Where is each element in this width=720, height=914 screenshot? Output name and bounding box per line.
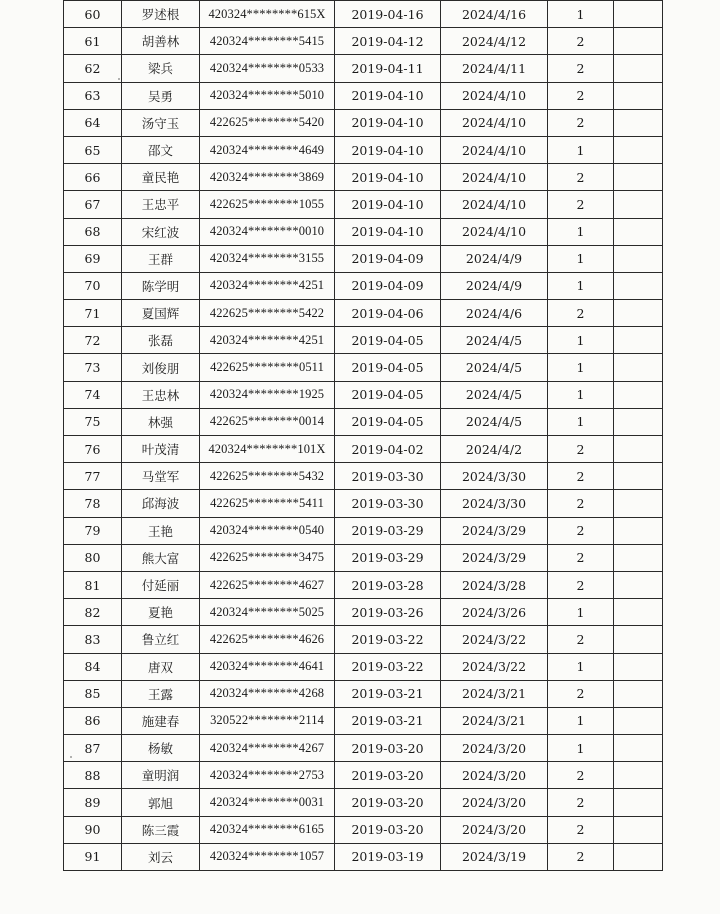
id-number: 420324********0533: [200, 55, 335, 82]
start-date: 2019-04-11: [335, 55, 441, 82]
empty-cell: [614, 109, 663, 136]
person-name: 张磊: [122, 327, 200, 354]
id-number: 420324********4649: [200, 136, 335, 163]
end-date: 2024/3/28: [441, 571, 548, 598]
id-number: 320522********2114: [200, 707, 335, 734]
end-date: 2024/3/29: [441, 544, 548, 571]
end-date: 2024/3/19: [441, 843, 548, 870]
table-row: [64, 82, 663, 109]
row-number: 82: [64, 599, 122, 626]
empty-cell: [614, 653, 663, 680]
row-number: 72: [64, 327, 122, 354]
count-value: 1: [548, 136, 614, 163]
start-date: 2019-03-30: [335, 490, 441, 517]
table-row: [64, 762, 663, 789]
table-row: [64, 436, 663, 463]
id-number: 420324********1057: [200, 843, 335, 870]
table-row: [64, 626, 663, 653]
scan-speck: [118, 78, 120, 80]
count-value: 2: [548, 544, 614, 571]
count-value: 1: [548, 245, 614, 272]
start-date: 2019-04-05: [335, 408, 441, 435]
table-row: [64, 707, 663, 734]
count-value: 1: [548, 707, 614, 734]
id-number: 422625********4626: [200, 626, 335, 653]
count-value: 1: [548, 327, 614, 354]
end-date: 2024/3/21: [441, 707, 548, 734]
count-value: 2: [548, 55, 614, 82]
start-date: 2019-03-21: [335, 680, 441, 707]
count-value: 1: [548, 354, 614, 381]
person-name: 王群: [122, 245, 200, 272]
count-value: 2: [548, 762, 614, 789]
empty-cell: [614, 354, 663, 381]
table-row: [64, 517, 663, 544]
id-number: 422625********5432: [200, 463, 335, 490]
empty-cell: [614, 272, 663, 299]
empty-cell: [614, 517, 663, 544]
start-date: 2019-03-28: [335, 571, 441, 598]
empty-cell: [614, 626, 663, 653]
id-number: 420324********101X: [200, 436, 335, 463]
count-value: 1: [548, 218, 614, 245]
row-number: 87: [64, 735, 122, 762]
end-date: 2024/4/5: [441, 354, 548, 381]
end-date: 2024/4/10: [441, 218, 548, 245]
table-row: [64, 408, 663, 435]
row-number: 63: [64, 82, 122, 109]
id-number: 420324********5415: [200, 28, 335, 55]
count-value: 2: [548, 843, 614, 870]
empty-cell: [614, 245, 663, 272]
empty-cell: [614, 463, 663, 490]
person-name: 王艳: [122, 517, 200, 544]
person-name: 童明润: [122, 762, 200, 789]
table-row: [64, 28, 663, 55]
person-name: 胡善林: [122, 28, 200, 55]
count-value: 2: [548, 164, 614, 191]
end-date: 2024/4/6: [441, 300, 548, 327]
row-number: 65: [64, 136, 122, 163]
count-value: 1: [548, 381, 614, 408]
count-value: 2: [548, 517, 614, 544]
empty-cell: [614, 218, 663, 245]
table-row: [64, 354, 663, 381]
id-number: 420324********4267: [200, 735, 335, 762]
count-value: 1: [548, 599, 614, 626]
end-date: 2024/4/10: [441, 191, 548, 218]
start-date: 2019-04-10: [335, 164, 441, 191]
row-number: 89: [64, 789, 122, 816]
id-number: 420324********4251: [200, 272, 335, 299]
row-number: 80: [64, 544, 122, 571]
start-date: 2019-03-20: [335, 816, 441, 843]
id-number: 422625********0511: [200, 354, 335, 381]
start-date: 2019-04-10: [335, 218, 441, 245]
end-date: 2024/4/5: [441, 327, 548, 354]
start-date: 2019-03-26: [335, 599, 441, 626]
start-date: 2019-03-21: [335, 707, 441, 734]
start-date: 2019-04-16: [335, 1, 441, 28]
empty-cell: [614, 164, 663, 191]
start-date: 2019-03-19: [335, 843, 441, 870]
id-number: 422625********0014: [200, 408, 335, 435]
empty-cell: [614, 1, 663, 28]
end-date: 2024/4/16: [441, 1, 548, 28]
empty-cell: [614, 490, 663, 517]
person-name: 陈三霞: [122, 816, 200, 843]
table-row: [64, 109, 663, 136]
end-date: 2024/4/11: [441, 55, 548, 82]
end-date: 2024/4/2: [441, 436, 548, 463]
row-number: 73: [64, 354, 122, 381]
start-date: 2019-04-06: [335, 300, 441, 327]
table-row: [64, 816, 663, 843]
empty-cell: [614, 327, 663, 354]
id-number: 420324********6165: [200, 816, 335, 843]
row-number: 77: [64, 463, 122, 490]
start-date: 2019-04-09: [335, 245, 441, 272]
empty-cell: [614, 408, 663, 435]
id-number: 420324********5010: [200, 82, 335, 109]
row-number: 62: [64, 55, 122, 82]
count-value: 1: [548, 1, 614, 28]
roster-table-body: [64, 1, 663, 871]
end-date: 2024/3/30: [441, 490, 548, 517]
person-name: 梁兵: [122, 55, 200, 82]
table-row: [64, 843, 663, 870]
end-date: 2024/4/5: [441, 408, 548, 435]
empty-cell: [614, 816, 663, 843]
person-name: 宋红波: [122, 218, 200, 245]
empty-cell: [614, 571, 663, 598]
row-number: 70: [64, 272, 122, 299]
count-value: 2: [548, 571, 614, 598]
person-name: 汤守玉: [122, 109, 200, 136]
count-value: 1: [548, 653, 614, 680]
table-row: [64, 245, 663, 272]
id-number: 422625********5411: [200, 490, 335, 517]
row-number: 67: [64, 191, 122, 218]
empty-cell: [614, 789, 663, 816]
count-value: 2: [548, 490, 614, 517]
start-date: 2019-04-10: [335, 109, 441, 136]
id-number: 420324********0031: [200, 789, 335, 816]
end-date: 2024/3/20: [441, 735, 548, 762]
id-number: 420324********4251: [200, 327, 335, 354]
id-number: 420324********1925: [200, 381, 335, 408]
table-row: [64, 680, 663, 707]
id-number: 420324********3155: [200, 245, 335, 272]
empty-cell: [614, 28, 663, 55]
empty-cell: [614, 735, 663, 762]
scan-speck: [70, 756, 72, 758]
row-number: 88: [64, 762, 122, 789]
start-date: 2019-04-12: [335, 28, 441, 55]
empty-cell: [614, 599, 663, 626]
empty-cell: [614, 136, 663, 163]
count-value: 2: [548, 626, 614, 653]
person-name: 林强: [122, 408, 200, 435]
person-name: 童民艳: [122, 164, 200, 191]
person-name: 王忠林: [122, 381, 200, 408]
id-number: 420324********4268: [200, 680, 335, 707]
end-date: 2024/3/30: [441, 463, 548, 490]
count-value: 2: [548, 789, 614, 816]
end-date: 2024/4/10: [441, 136, 548, 163]
empty-cell: [614, 762, 663, 789]
row-number: 64: [64, 109, 122, 136]
id-number: 422625********5420: [200, 109, 335, 136]
end-date: 2024/3/20: [441, 762, 548, 789]
count-value: 2: [548, 680, 614, 707]
empty-cell: [614, 707, 663, 734]
row-number: 66: [64, 164, 122, 191]
table-row: [64, 571, 663, 598]
row-number: 60: [64, 1, 122, 28]
person-name: 鲁立红: [122, 626, 200, 653]
end-date: 2024/4/10: [441, 82, 548, 109]
person-name: 刘俊朋: [122, 354, 200, 381]
table-row: [64, 327, 663, 354]
count-value: 2: [548, 300, 614, 327]
person-name: 马堂军: [122, 463, 200, 490]
start-date: 2019-04-05: [335, 354, 441, 381]
empty-cell: [614, 843, 663, 870]
person-name: 邵文: [122, 136, 200, 163]
person-name: 夏艳: [122, 599, 200, 626]
person-name: 叶茂清: [122, 436, 200, 463]
empty-cell: [614, 381, 663, 408]
start-date: 2019-04-10: [335, 82, 441, 109]
start-date: 2019-03-20: [335, 735, 441, 762]
row-number: 78: [64, 490, 122, 517]
empty-cell: [614, 191, 663, 218]
person-name: 夏国辉: [122, 300, 200, 327]
person-name: 唐双: [122, 653, 200, 680]
id-number: 422625********4627: [200, 571, 335, 598]
end-date: 2024/4/10: [441, 164, 548, 191]
person-name: 陈学明: [122, 272, 200, 299]
person-name: 付延丽: [122, 571, 200, 598]
table-row: [64, 463, 663, 490]
id-number: 420324********3869: [200, 164, 335, 191]
row-number: 91: [64, 843, 122, 870]
end-date: 2024/4/12: [441, 28, 548, 55]
end-date: 2024/4/5: [441, 381, 548, 408]
count-value: 2: [548, 816, 614, 843]
end-date: 2024/3/20: [441, 789, 548, 816]
person-name: 王露: [122, 680, 200, 707]
person-name: 吴勇: [122, 82, 200, 109]
table-row: [64, 164, 663, 191]
end-date: 2024/3/26: [441, 599, 548, 626]
row-number: 75: [64, 408, 122, 435]
count-value: 2: [548, 436, 614, 463]
person-name: 刘云: [122, 843, 200, 870]
person-name: 郭旭: [122, 789, 200, 816]
row-number: 81: [64, 571, 122, 598]
table-row: [64, 381, 663, 408]
row-number: 69: [64, 245, 122, 272]
empty-cell: [614, 55, 663, 82]
id-number: 420324********0010: [200, 218, 335, 245]
count-value: 2: [548, 109, 614, 136]
start-date: 2019-04-02: [335, 436, 441, 463]
table-row: [64, 544, 663, 571]
row-number: 90: [64, 816, 122, 843]
id-number: 422625********3475: [200, 544, 335, 571]
start-date: 2019-03-22: [335, 626, 441, 653]
row-number: 74: [64, 381, 122, 408]
table-row: [64, 1, 663, 28]
empty-cell: [614, 300, 663, 327]
start-date: 2019-04-10: [335, 191, 441, 218]
person-name: 王忠平: [122, 191, 200, 218]
row-number: 61: [64, 28, 122, 55]
id-number: 420324********615X: [200, 1, 335, 28]
id-number: 420324********4641: [200, 653, 335, 680]
table-row: [64, 191, 663, 218]
count-value: 2: [548, 28, 614, 55]
count-value: 1: [548, 272, 614, 299]
empty-cell: [614, 544, 663, 571]
empty-cell: [614, 82, 663, 109]
count-value: 1: [548, 735, 614, 762]
row-number: 71: [64, 300, 122, 327]
table-row: [64, 218, 663, 245]
table-row: [64, 735, 663, 762]
row-number: 84: [64, 653, 122, 680]
end-date: 2024/4/10: [441, 109, 548, 136]
row-number: 79: [64, 517, 122, 544]
start-date: 2019-03-20: [335, 762, 441, 789]
count-value: 1: [548, 408, 614, 435]
person-name: 邱海波: [122, 490, 200, 517]
id-number: 420324********0540: [200, 517, 335, 544]
person-name: 熊大富: [122, 544, 200, 571]
empty-cell: [614, 680, 663, 707]
end-date: 2024/3/22: [441, 653, 548, 680]
row-number: 76: [64, 436, 122, 463]
person-name: 罗述根: [122, 1, 200, 28]
start-date: 2019-03-22: [335, 653, 441, 680]
table-row: [64, 300, 663, 327]
table-row: [64, 55, 663, 82]
start-date: 2019-03-29: [335, 517, 441, 544]
start-date: 2019-04-09: [335, 272, 441, 299]
id-number: 420324********5025: [200, 599, 335, 626]
person-name: 杨敏: [122, 735, 200, 762]
end-date: 2024/3/21: [441, 680, 548, 707]
empty-cell: [614, 436, 663, 463]
start-date: 2019-04-05: [335, 381, 441, 408]
table-row: [64, 490, 663, 517]
id-number: 422625********1055: [200, 191, 335, 218]
start-date: 2019-03-29: [335, 544, 441, 571]
count-value: 2: [548, 82, 614, 109]
table-row: [64, 272, 663, 299]
count-value: 2: [548, 191, 614, 218]
row-number: 85: [64, 680, 122, 707]
start-date: 2019-03-20: [335, 789, 441, 816]
person-name: 施建春: [122, 707, 200, 734]
start-date: 2019-03-30: [335, 463, 441, 490]
roster-table: [63, 0, 663, 871]
end-date: 2024/3/20: [441, 816, 548, 843]
start-date: 2019-04-05: [335, 327, 441, 354]
table-row: [64, 136, 663, 163]
row-number: 86: [64, 707, 122, 734]
end-date: 2024/4/9: [441, 272, 548, 299]
count-value: 2: [548, 463, 614, 490]
row-number: 68: [64, 218, 122, 245]
id-number: 422625********5422: [200, 300, 335, 327]
start-date: 2019-04-10: [335, 136, 441, 163]
end-date: 2024/4/9: [441, 245, 548, 272]
table-row: [64, 653, 663, 680]
row-number: 83: [64, 626, 122, 653]
end-date: 2024/3/22: [441, 626, 548, 653]
id-number: 420324********2753: [200, 762, 335, 789]
table-row: [64, 789, 663, 816]
table-row: [64, 599, 663, 626]
end-date: 2024/3/29: [441, 517, 548, 544]
